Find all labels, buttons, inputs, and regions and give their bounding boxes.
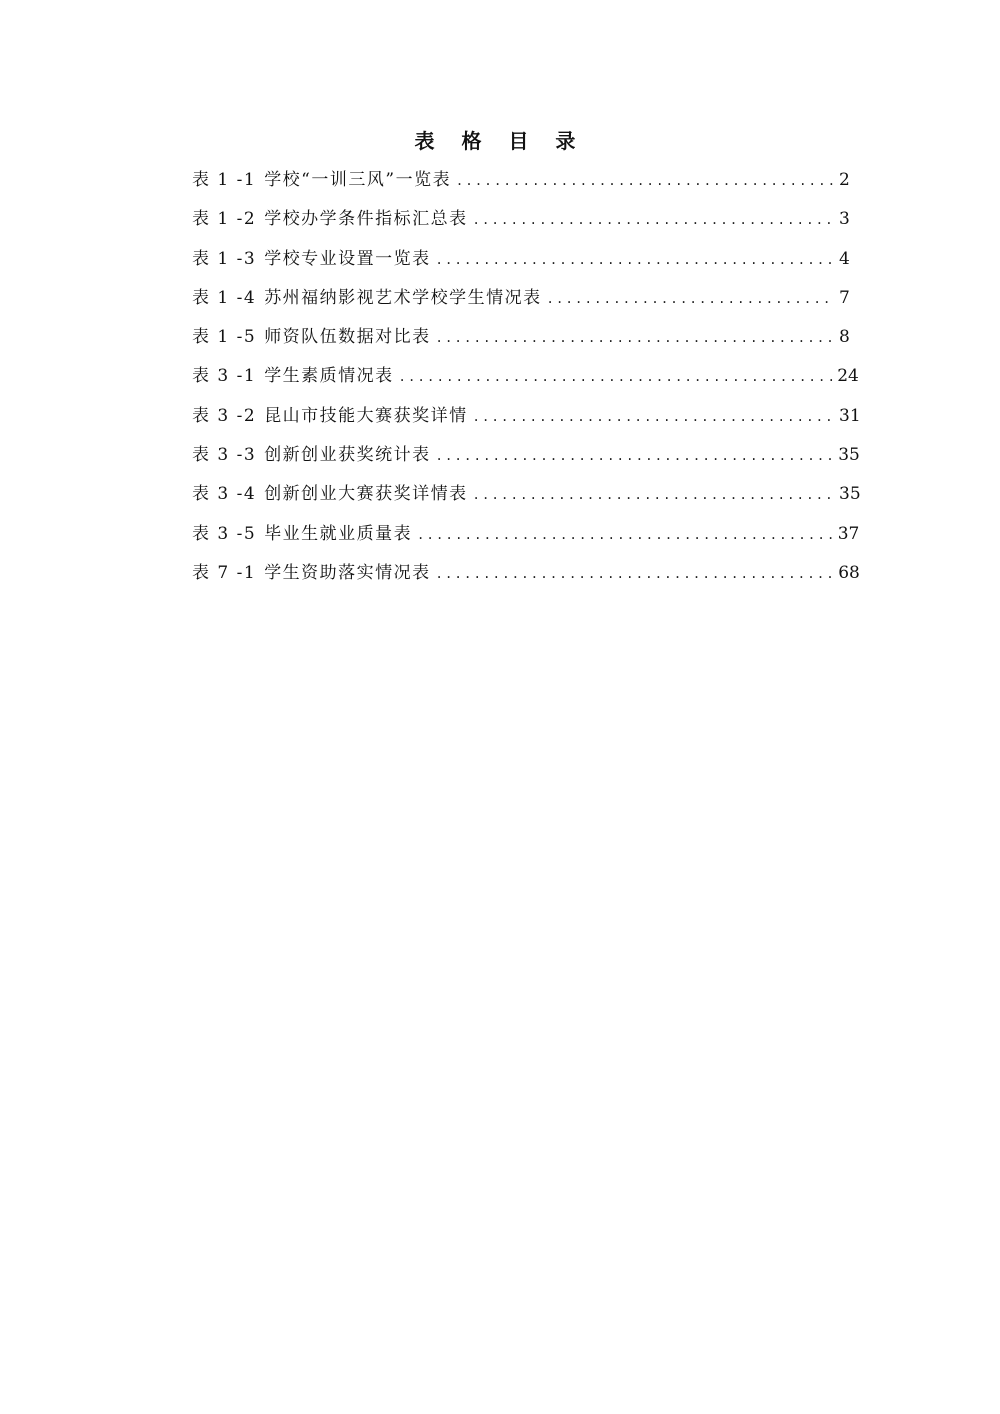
toc-entry-1-4[interactable] — [192, 283, 849, 322]
toc-entry-number: 表 1 -2 — [192, 209, 257, 230]
toc-entry-title: 学校“一训三风”一览表 — [264, 170, 452, 190]
toc-entry-label — [192, 558, 431, 588]
toc-entry-page: 68 — [838, 562, 860, 583]
toc-entry-3-2[interactable] — [192, 401, 861, 440]
toc-entry-label — [192, 361, 394, 391]
dot-leader — [437, 558, 835, 588]
dot-leader — [474, 401, 835, 431]
dot-leader — [437, 322, 835, 352]
toc-entry-page: 4 — [839, 248, 850, 269]
toc-entry-page: 3 — [839, 209, 850, 230]
toc-entry-title: 创新创业获奖统计表 — [264, 445, 431, 466]
dot-leader — [437, 440, 835, 470]
dot-leader — [548, 283, 835, 313]
toc-entry-number: 表 1 -4 — [192, 287, 257, 308]
toc-entry-title: 创新创业大赛获奖详情表 — [264, 484, 468, 505]
toc-entry-7-1[interactable] — [192, 558, 860, 597]
toc-entry-title: 师资队伍数据对比表 — [264, 327, 431, 348]
toc-title: 表 格 目 录 — [414, 129, 586, 153]
toc-entry-number: 表 3 -4 — [192, 484, 257, 505]
toc-entry-label — [192, 519, 412, 549]
dot-leader — [437, 244, 835, 274]
toc-entry-number: 表 7 -1 — [192, 562, 257, 583]
toc-entry-title: 毕业生就业质量表 — [264, 523, 413, 544]
toc-entry-3-1[interactable] — [192, 361, 859, 400]
toc-entry-page: 7 — [839, 287, 850, 308]
toc-entry-1-3[interactable] — [192, 244, 849, 283]
toc-entry-1-2[interactable] — [192, 204, 849, 243]
toc-entry-title: 昆山市技能大赛获奖详情 — [264, 405, 468, 426]
toc-entry-label — [192, 440, 431, 470]
toc-entry-1-1[interactable] — [192, 165, 849, 204]
toc-entry-3-4[interactable] — [192, 479, 861, 518]
toc-entry-label — [192, 204, 468, 234]
table-of-contents — [192, 165, 861, 597]
dot-leader — [457, 165, 835, 195]
toc-entry-label — [192, 401, 468, 431]
toc-entry-title: 学校专业设置一览表 — [264, 248, 431, 269]
toc-entry-label — [192, 244, 431, 274]
toc-entry-page: 2 — [839, 170, 850, 190]
dot-leader — [418, 519, 834, 549]
toc-entry-label — [192, 479, 468, 509]
toc-entry-number: 表 3 -2 — [192, 405, 257, 426]
toc-entry-label — [192, 283, 542, 313]
toc-entry-page: 31 — [839, 405, 861, 426]
toc-entry-number: 表 3 -5 — [192, 523, 257, 544]
toc-entry-number: 表 1 -1 — [192, 170, 257, 190]
toc-entry-number: 表 3 -1 — [192, 366, 257, 387]
toc-entry-title: 学生资助落实情况表 — [264, 562, 431, 583]
toc-entry-page: 8 — [839, 327, 850, 348]
toc-entry-number: 表 1 -3 — [192, 248, 257, 269]
toc-entry-3-3[interactable] — [192, 440, 860, 479]
toc-entry-page: 24 — [837, 366, 859, 387]
toc-entry-label — [192, 165, 451, 195]
toc-entry-1-5[interactable] — [192, 322, 849, 361]
toc-entry-number: 表 1 -5 — [192, 327, 257, 348]
dot-leader — [474, 204, 835, 234]
toc-entry-page: 35 — [839, 484, 861, 505]
toc-entry-label — [192, 322, 431, 352]
toc-entry-title: 学生素质情况表 — [264, 366, 394, 387]
toc-entry-number: 表 3 -3 — [192, 445, 257, 466]
toc-entry-page: 35 — [838, 445, 860, 466]
dot-leader — [400, 361, 834, 391]
toc-entry-title: 学校办学条件指标汇总表 — [264, 209, 468, 230]
toc-entry-page: 37 — [837, 523, 860, 544]
dot-leader — [474, 479, 835, 509]
toc-entry-3-5[interactable] — [192, 519, 860, 558]
toc-entry-title: 苏州福纳影视艺术学校学生情况表 — [264, 287, 542, 308]
